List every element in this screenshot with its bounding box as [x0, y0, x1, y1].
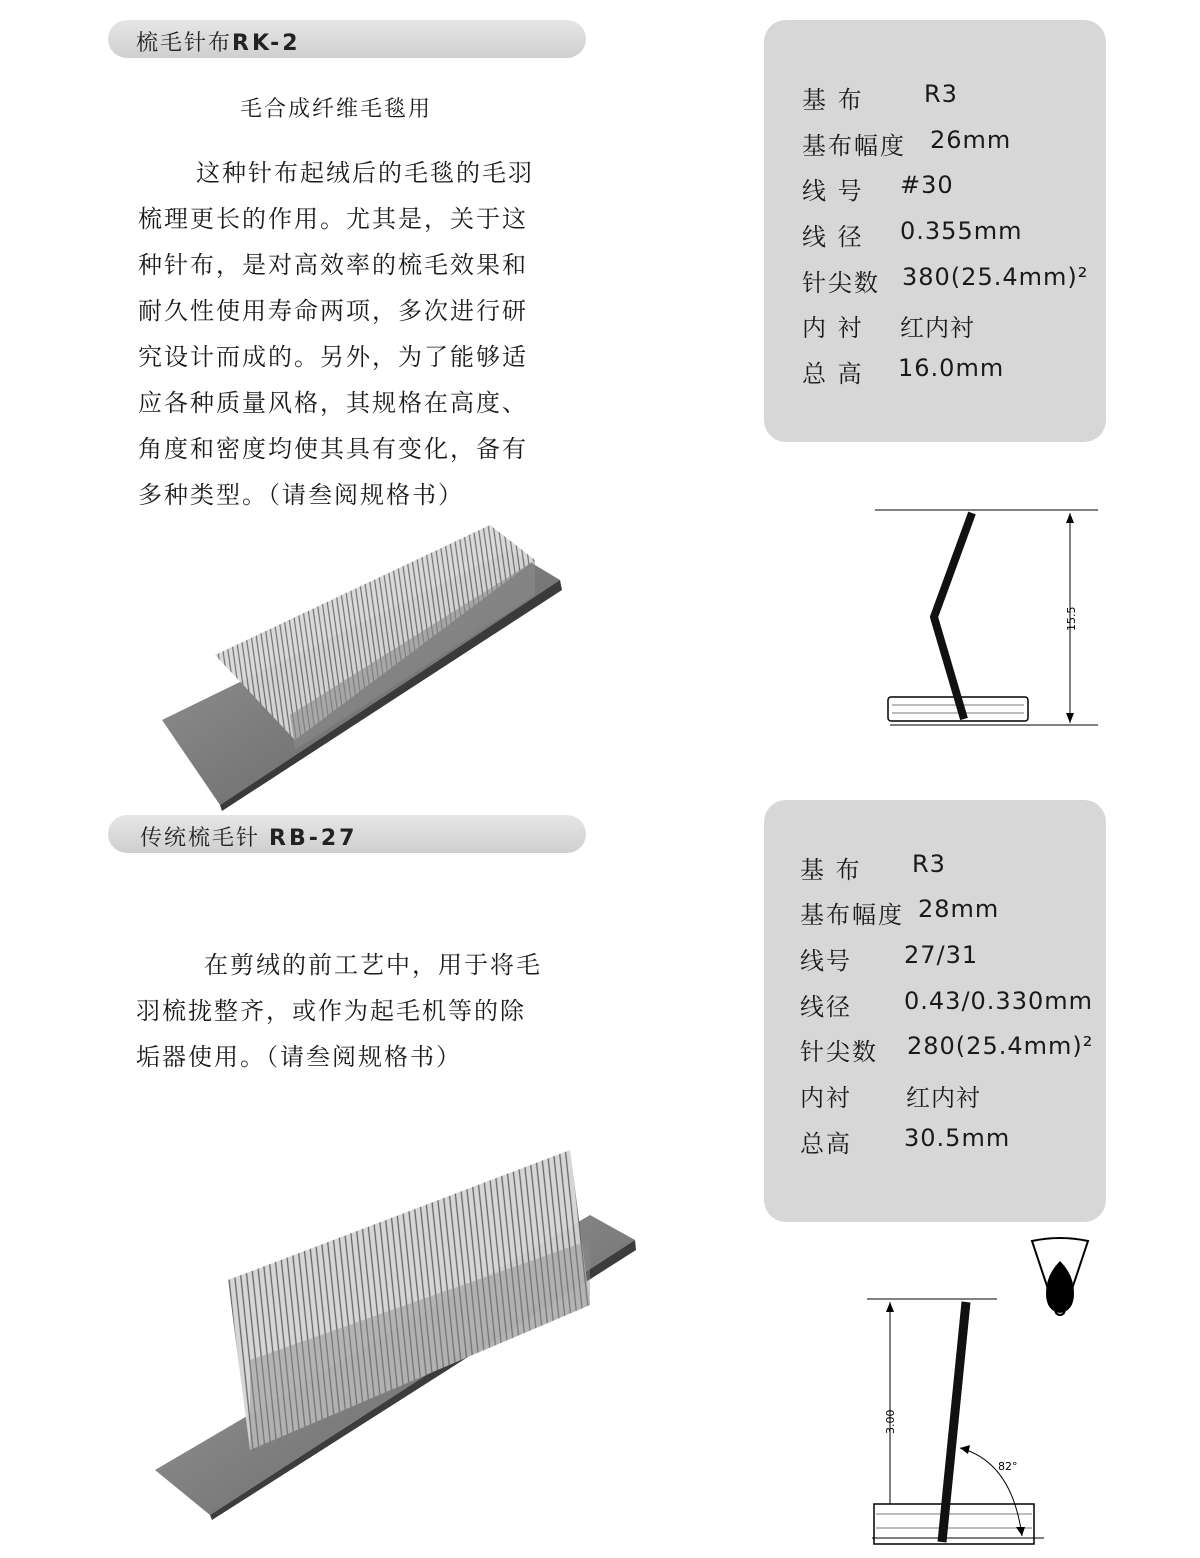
section2-header-prefix: 传统梳毛针 — [140, 826, 261, 851]
spec-row — [800, 1078, 981, 1113]
spec-row — [802, 126, 1012, 161]
description-line: 在剪绒的前工艺中，用于将毛 — [204, 951, 542, 979]
spec-row — [802, 171, 954, 206]
section1-spec-panel — [764, 20, 1106, 442]
description-line: 种针布，是对高效率的梳毛效果和 — [138, 251, 528, 279]
spec-label: 线号 — [800, 947, 852, 975]
description-line: 角度和密度均使其具有变化，备有 — [138, 435, 528, 463]
description-line: 多种类型。（请叁阅规格书） — [138, 481, 464, 509]
section2-spec-panel — [764, 800, 1106, 1222]
spec-label: 基 布 — [800, 856, 862, 884]
spec-row — [800, 1032, 1094, 1067]
section2-product-photo — [150, 1130, 640, 1520]
description-line: 耐久性使用寿命两项，多次进行研 — [138, 297, 528, 325]
diagram-angle-label: 82° — [998, 1460, 1018, 1473]
section1-needle-diagram — [870, 505, 1110, 735]
section2-needle-diagram — [862, 1292, 1052, 1554]
spec-value: 0.355mm — [900, 217, 1023, 245]
spec-row — [800, 850, 946, 885]
spec-value: 28mm — [918, 895, 1000, 923]
spec-value: 26mm — [930, 126, 1012, 154]
spec-value: 16.0mm — [898, 354, 1005, 382]
description-line: 应各种质量风格，其规格在高度、 — [138, 389, 528, 417]
spec-value: 红内衬 — [900, 314, 975, 342]
spec-label: 针尖数 — [800, 1038, 878, 1066]
section1-subtitle: 毛合成纤维毛毯用 — [240, 97, 433, 122]
spec-label: 总高 — [800, 1130, 852, 1158]
spec-label: 内 衬 — [802, 314, 864, 342]
spec-label: 基布幅度 — [802, 132, 906, 160]
spec-label: 内衬 — [800, 1084, 852, 1112]
section1-header-prefix: 梳毛针布 — [136, 31, 233, 56]
spec-row — [800, 895, 1000, 930]
description-line: 垢器使用。（请叁阅规格书） — [136, 1043, 462, 1071]
section2-description — [136, 942, 542, 1080]
spec-row — [802, 217, 1023, 252]
spec-value: 0.43/0.330mm — [904, 987, 1093, 1015]
spec-value: 280(25.4mm)² — [907, 1032, 1094, 1060]
diagram-dimension-label: 15.5 — [1065, 606, 1078, 631]
spec-label: 针尖数 — [802, 269, 880, 297]
spec-row — [800, 1124, 1011, 1159]
description-line: 究设计而成的。另外，为了能够适 — [138, 343, 528, 371]
spec-value: 27/31 — [904, 941, 979, 969]
description-line: 梳理更长的作用。尤其是，关于这 — [138, 205, 528, 233]
description-line: 这种针布起绒后的毛毯的毛羽 — [196, 159, 534, 187]
section1-header-code: RK-2 — [232, 31, 301, 56]
spec-label: 基 布 — [802, 86, 864, 114]
section1-header — [108, 20, 586, 58]
diagram-dimension-label: 3.00 — [884, 1409, 897, 1434]
spec-value: 红内衬 — [906, 1084, 981, 1112]
spec-label: 基布幅度 — [800, 901, 904, 929]
spec-value: #30 — [900, 171, 954, 199]
spec-value: 30.5mm — [904, 1124, 1011, 1152]
spec-value: R3 — [912, 850, 946, 878]
spec-row — [800, 987, 1093, 1022]
spec-row — [802, 308, 975, 343]
spec-label: 线 径 — [802, 223, 864, 251]
spec-value: R3 — [924, 80, 958, 108]
spec-row — [800, 941, 979, 976]
spec-row — [802, 354, 1005, 389]
spec-row — [802, 80, 958, 115]
spec-row — [802, 263, 1089, 298]
description-line: 羽梳拢整齐，或作为起毛机等的除 — [136, 997, 526, 1025]
spec-label: 线径 — [800, 993, 852, 1021]
spec-label: 总 高 — [802, 360, 864, 388]
section2-header-code: RB-27 — [269, 826, 358, 851]
spec-label: 线 号 — [802, 177, 864, 205]
section2-header — [108, 815, 586, 853]
section1-description — [138, 150, 534, 518]
spec-value: 380(25.4mm)² — [902, 263, 1089, 291]
section1-product-photo — [150, 505, 580, 815]
